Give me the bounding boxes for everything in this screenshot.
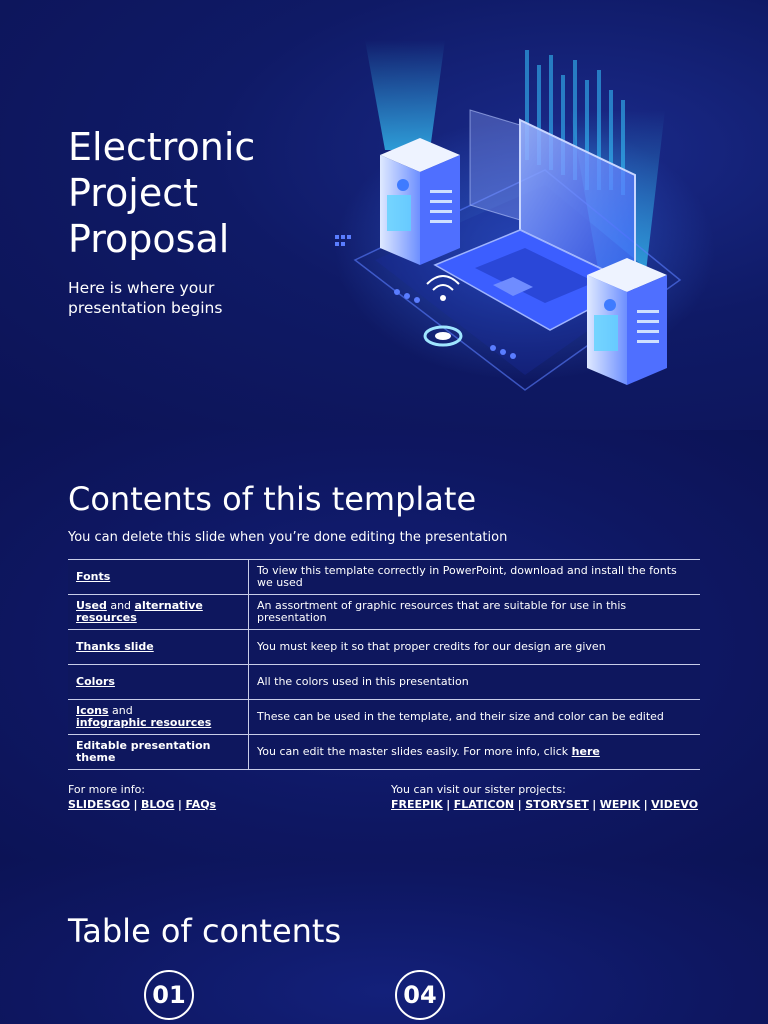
table-row [68,735,700,770]
table-cell-desc: To view this template correctly in PowerPoint, download and install the fonts we used [249,560,701,595]
beam-left-shape [365,40,445,150]
slidesgo-link[interactable]: SLIDESGO [68,798,130,811]
wifi-dot-shape [440,295,446,301]
storyset-link[interactable]: STORYSET [525,798,589,811]
separator: | [592,798,597,811]
here-link[interactable]: here [571,745,600,758]
table-cell-label [68,700,249,735]
table-row [68,630,700,665]
more-info-label: For more info: [68,783,146,796]
separator: | [446,798,451,811]
table-cell-label [68,630,249,665]
infographic-resources-link[interactable]: infographic resources [76,716,212,729]
separator: | [133,798,138,811]
cover-title [68,124,328,262]
sister-projects-label: You can visit our sister projects: [391,783,566,796]
cover-subtitle-line: presentation begins [68,299,223,317]
and-text: and [106,599,135,612]
table-cell-label [68,595,249,630]
flaticon-link[interactable]: FLATICON [453,798,515,811]
table-cell-label [68,560,249,595]
cover-title-line: Proposal [68,217,230,261]
more-info-block [68,782,216,812]
thanks-slide-link[interactable]: Thanks slide [76,640,154,653]
faqs-link[interactable]: FAQs [185,798,217,811]
separator: | [643,798,648,811]
cover-title-line: Project [68,171,199,215]
sister-projects-block [391,782,698,812]
toc-number-badge: 04 [395,970,445,1020]
toc-slide [0,860,768,1024]
contents-title: Contents of this template [68,480,477,518]
cover-title-line: Electronic [68,125,256,169]
table-row [68,560,700,595]
colors-link[interactable]: Colors [76,675,115,688]
table-cell-desc: You must keep it so that proper credits for our design are given [249,630,701,665]
location-core-shape [435,332,451,340]
cover-slide [0,0,768,430]
videvo-link[interactable]: VIDEVO [651,798,699,811]
contents-slide [0,430,768,860]
icons-link[interactable]: Icons [76,704,109,717]
table-row [68,700,700,735]
table-cell-desc: All the colors used in this presentation [249,665,701,700]
back-screen-shape [470,110,520,220]
toc-title: Table of contents [68,912,342,950]
more-info-links [68,797,216,812]
fonts-link[interactable]: Fonts [76,570,111,583]
server-right-shape [587,258,667,385]
contents-subtitle: You can delete this slide when you’re done editing the presentation [68,530,508,545]
contents-table [68,559,700,770]
separator: | [517,798,522,811]
wepik-link[interactable]: WEPIK [599,798,641,811]
table-cell-desc: These can be used in the template, and their size and color can be edited [249,700,701,735]
freepik-link[interactable]: FREEPIK [391,798,443,811]
toc-number-badge: 01 [144,970,194,1020]
table-row [68,595,700,630]
used-link[interactable]: Used [76,599,107,612]
desc-text: You can edit the master slides easily. For more info, click [257,745,572,758]
separator: | [177,798,182,811]
table-row [68,665,700,700]
cover-subtitle [68,278,288,318]
table-cell-label [68,665,249,700]
table-cell-label: Editable presentation theme [68,735,249,770]
alternative-resources-link[interactable]: alternative resources [76,599,203,624]
sister-projects-links [391,797,698,812]
table-cell-desc [249,735,701,770]
table-cell-desc: An assortment of graphic resources that are suitable for use in this presentation [249,595,701,630]
cover-subtitle-line: Here is where your [68,279,215,297]
and-text: and [108,704,133,717]
blog-link[interactable]: BLOG [141,798,175,811]
server-left-shape [380,138,460,265]
laptop-servers-illustration [325,20,715,410]
